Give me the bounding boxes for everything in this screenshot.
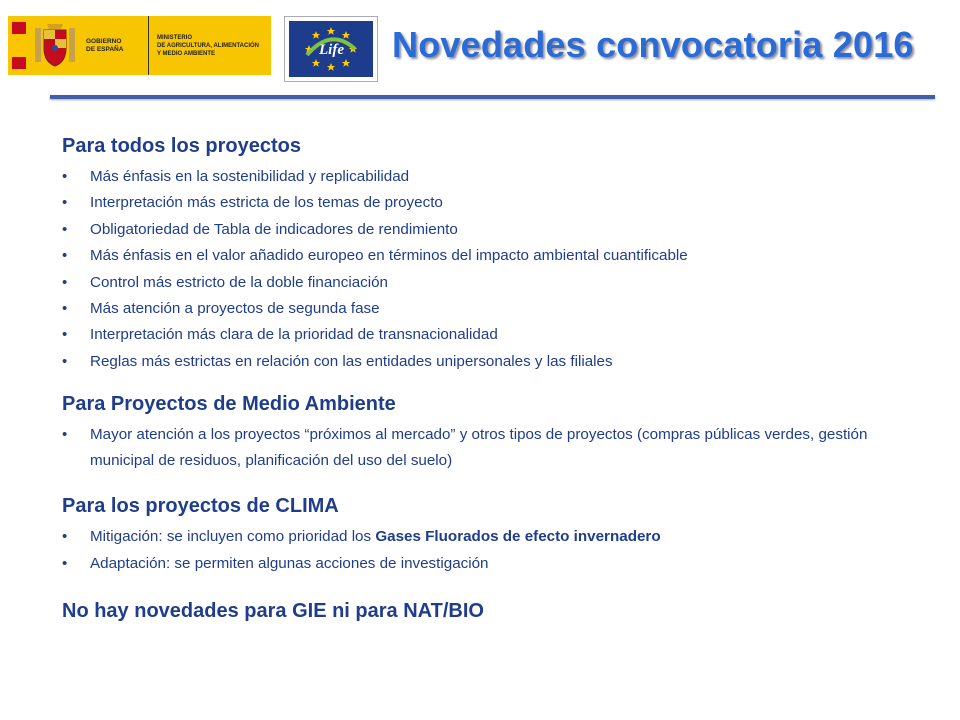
eu-stars-icon: [289, 21, 373, 77]
highlight-text: Gases Fluorados de efecto invernadero: [375, 528, 661, 546]
bullet-list-medio-ambiente: [62, 422, 932, 474]
list-item: • Más énfasis en la sostenibilidad y replicabilidad: [62, 164, 932, 190]
section-heading-medio-ambiente: Para Proyectos de Medio Ambiente: [62, 393, 396, 416]
section-heading-todos: Para todos los proyectos: [62, 135, 301, 157]
page-title: Novedades convocatoria 2016: [392, 24, 914, 65]
slide-content: [62, 134, 932, 629]
list-item: • Reglas más estrictas en relación con las entidades unipersonales y las filiales: [62, 349, 932, 375]
eu-life-logo: [284, 16, 378, 82]
bullet-list-todos: [62, 164, 932, 375]
coat-of-arms-icon: [26, 16, 84, 75]
section-heading-clima: Para los proyectos de CLIMA: [62, 495, 339, 518]
ministry-label: MINISTERIO DE AGRICULTURA, ALIMENTACIÓN Y MEDIO AMBIENTE: [157, 34, 259, 57]
section-heading-no-novedades: No hay novedades para GIE ni para NAT/BIO: [62, 600, 484, 623]
list-item: • Adaptación: se permiten algunas acciones de investigación: [62, 551, 932, 577]
spain-flag-icon: [12, 22, 26, 69]
government-logo: [8, 16, 271, 75]
list-item: • Control más estricto de la doble financiación: [62, 270, 932, 296]
list-item: • Obligatoriedad de Tabla de indicadores de rendimiento: [62, 217, 932, 243]
list-item: • Más énfasis en el valor añadido europeo en términos del impacto ambiental cuantificable: [62, 243, 932, 269]
list-item: • Interpretación más estricta de los temas de proyecto: [62, 190, 932, 216]
bullet-list-clima: [62, 524, 932, 577]
list-item: • Mayor atención a los proyectos “próximos al mercado” y otros tipos de proyectos (compras públicas verdes, gestión municipal de residuos, planificación del uso del suelo): [62, 422, 932, 474]
svg-text:Life: Life: [319, 42, 344, 58]
list-item: • Interpretación más clara de la prioridad de transnacionalidad: [62, 322, 932, 348]
title-divider: [50, 95, 935, 99]
government-label: GOBIERNO DE ESPAÑA: [84, 16, 149, 75]
list-item: • Mitigación: se incluyen como prioridad los Gases Fluorados de efecto invernadero: [62, 524, 932, 550]
list-item: • Más atención a proyectos de segunda fase: [62, 296, 932, 322]
